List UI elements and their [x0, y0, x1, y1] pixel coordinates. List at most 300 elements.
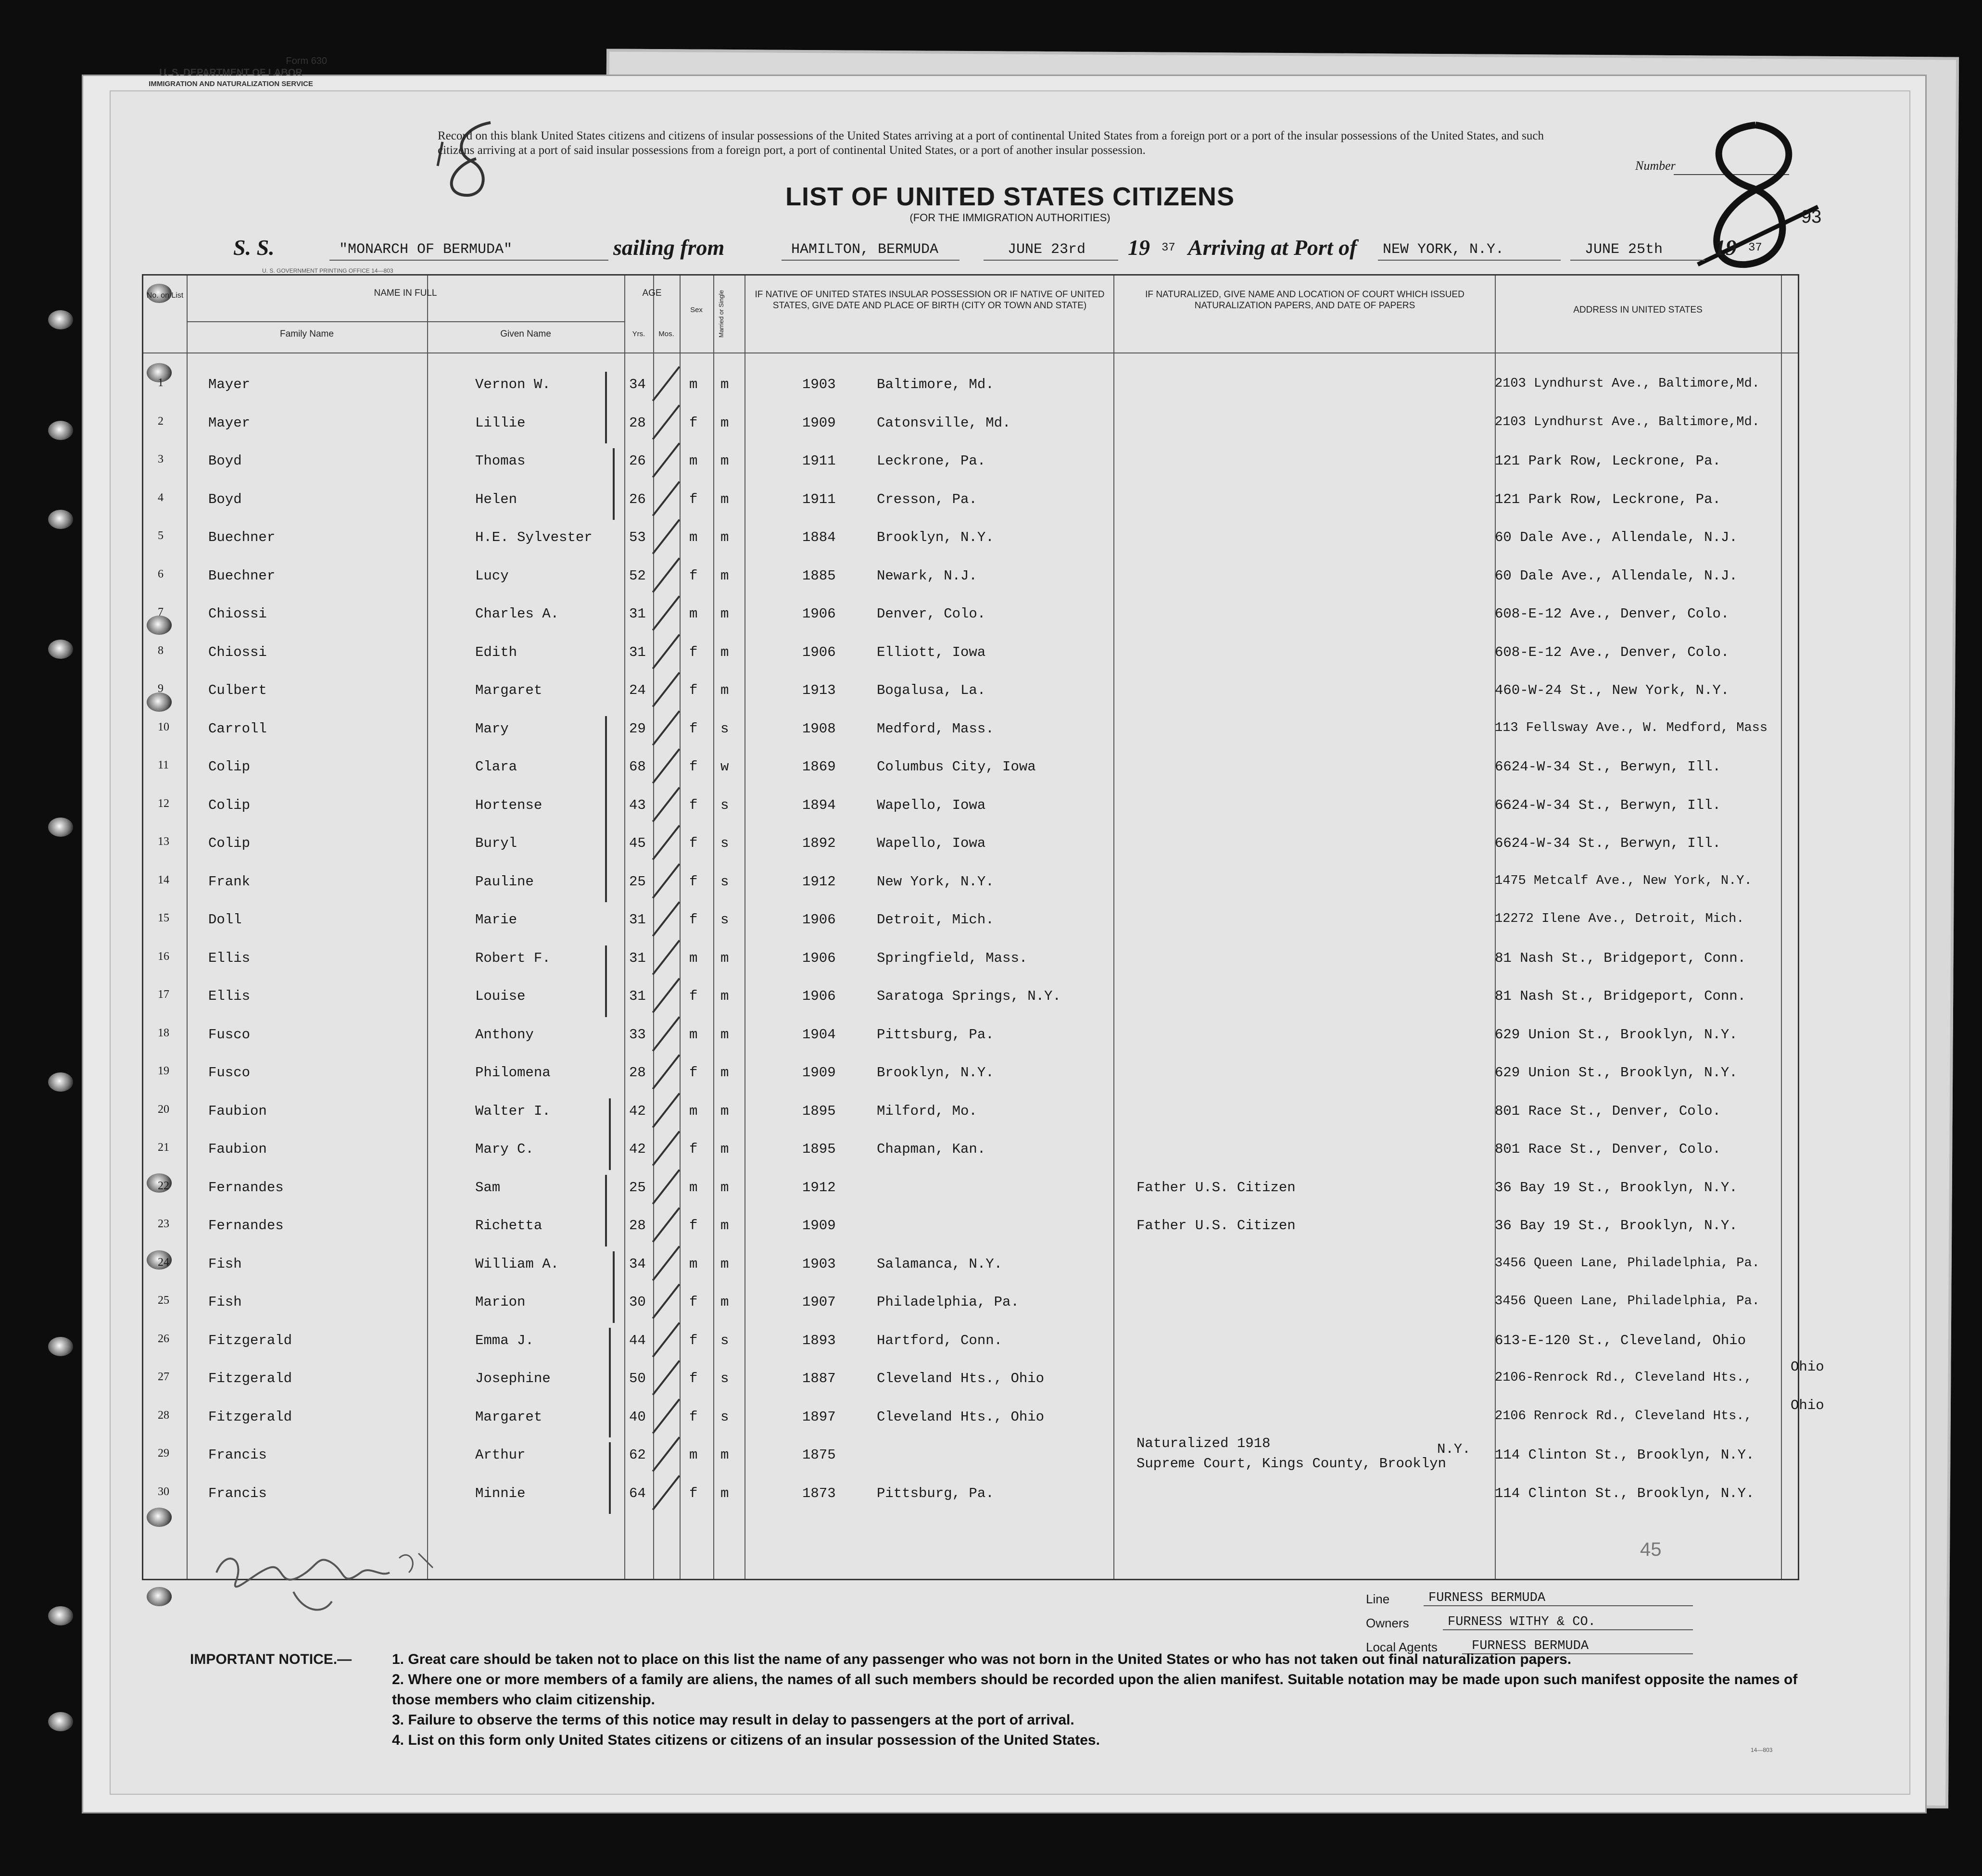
- age-years: 45: [629, 835, 646, 851]
- family-name: Fitzgerald: [208, 1371, 292, 1386]
- birth-year: 1906: [802, 912, 836, 928]
- table-row: [143, 1060, 1798, 1097]
- given-name: H.E. Sylvester: [475, 529, 593, 545]
- departure-year: 37: [1161, 241, 1175, 254]
- age-years: 26: [629, 453, 646, 469]
- birth-year: 1892: [802, 835, 836, 851]
- table-row: [143, 448, 1798, 486]
- birth-year: 1885: [802, 567, 836, 584]
- family-name: Fitzgerald: [208, 1332, 292, 1348]
- arrival-port-underline: [1378, 260, 1561, 261]
- number-label: Number: [1635, 159, 1676, 173]
- row-number: 9: [158, 682, 164, 695]
- notice-heading: IMPORTANT NOTICE.—: [190, 1651, 352, 1667]
- age-years: 31: [629, 950, 646, 966]
- family-name: Ellis: [208, 950, 251, 966]
- row-number: 18: [158, 1026, 169, 1039]
- birth-year: 1906: [802, 644, 836, 660]
- marital-status: s: [720, 912, 729, 928]
- age-years: 42: [629, 1141, 646, 1157]
- table-row: [143, 831, 1798, 868]
- marital-status: m: [720, 606, 729, 622]
- check-mark: [652, 825, 681, 860]
- birth-place: Bogalusa, La.: [877, 682, 986, 698]
- check-mark: [652, 442, 681, 478]
- us-address: 36 Bay 19 St., Brooklyn, N.Y.: [1495, 1179, 1738, 1196]
- birth-year: 1887: [802, 1371, 836, 1386]
- notice-item: 3. Failure to observe the terms of this notice may result in delay to passengers at the port of arrival.: [392, 1712, 1074, 1728]
- page-number: 45: [1640, 1539, 1662, 1560]
- table-row: [143, 1289, 1798, 1327]
- check-mark: [652, 1322, 681, 1357]
- page-subtitle: (FOR THE IMMIGRATION AUTHORITIES): [909, 212, 1111, 224]
- birth-place: Cleveland Hts., Ohio: [877, 1371, 1045, 1386]
- birth-year: 1897: [802, 1409, 836, 1425]
- given-name: Minnie: [475, 1485, 526, 1501]
- birth-year: 1873: [802, 1485, 836, 1501]
- age-years: 30: [629, 1294, 646, 1310]
- table-row: [143, 487, 1798, 524]
- punch-hole: [48, 1337, 73, 1356]
- sex: f: [689, 988, 698, 1004]
- check-mark: [652, 1016, 681, 1051]
- family-name: Faubion: [208, 1141, 267, 1157]
- family-name: Colip: [208, 835, 251, 851]
- col-sex: Sex: [690, 306, 703, 314]
- given-name: William A.: [475, 1256, 559, 1272]
- table-row: [143, 525, 1798, 562]
- punch-hole: [48, 1072, 73, 1092]
- punch-hole: [48, 510, 73, 529]
- row-number: 27: [158, 1371, 169, 1383]
- birth-place: Pittsburg, Pa.: [877, 1485, 994, 1501]
- department-name: U. S. DEPARTMENT OF LABOR: [159, 67, 303, 78]
- age-years: 53: [629, 529, 646, 545]
- year-prefix: 19: [1128, 235, 1150, 260]
- birth-place: Medford, Mass.: [877, 720, 994, 737]
- marital-status: m: [720, 1103, 729, 1119]
- punch-hole: [48, 1606, 73, 1625]
- marital-status: m: [720, 988, 729, 1004]
- col-name-in-full: NAME IN FULL: [374, 288, 437, 298]
- age-years: 34: [629, 1256, 646, 1272]
- check-mark: [652, 1284, 681, 1319]
- check-mark: [652, 1093, 681, 1128]
- age-years: 28: [629, 1065, 646, 1081]
- marital-status: m: [720, 1485, 729, 1501]
- row-number: 25: [158, 1294, 169, 1307]
- us-address: 1475 Metcalf Ave., New York, N.Y.: [1495, 873, 1752, 888]
- row-number: 23: [158, 1218, 169, 1230]
- birth-place: Cleveland Hts., Ohio: [877, 1409, 1045, 1425]
- marital-status: m: [720, 529, 729, 545]
- row-number: 15: [158, 912, 169, 924]
- sex: m: [689, 1256, 698, 1272]
- inspector-signature: [207, 1544, 447, 1621]
- birth-year: 1911: [802, 491, 836, 507]
- table-row: [143, 1359, 1824, 1403]
- given-name: Hortense: [475, 797, 543, 813]
- marital-status: m: [720, 1141, 729, 1157]
- family-name: Doll: [208, 912, 242, 928]
- us-address: 629 Union St., Brooklyn, N.Y.: [1495, 1065, 1738, 1081]
- us-address: 6624-W-34 St., Berwyn, Ill.: [1495, 797, 1721, 813]
- arriving-label: Arriving at Port of: [1188, 235, 1357, 260]
- us-address: 608-E-12 Ave., Denver, Colo.: [1495, 644, 1730, 660]
- marital-status: m: [720, 567, 729, 584]
- birth-year: 1908: [802, 720, 836, 737]
- row-number: 6: [158, 567, 164, 580]
- family-name: Boyd: [208, 453, 242, 469]
- table-row: [143, 869, 1798, 907]
- family-name: Colip: [208, 797, 251, 813]
- col-no: No. on List: [146, 291, 184, 300]
- birth-year: 1903: [802, 1256, 836, 1272]
- birth-year: 1906: [802, 988, 836, 1004]
- row-number: 17: [158, 988, 169, 1001]
- age-years: 28: [629, 415, 646, 431]
- us-address: 81 Nash St., Bridgeport, Conn.: [1495, 988, 1746, 1004]
- table-row: [143, 1481, 1798, 1518]
- marital-status: m: [720, 1447, 729, 1463]
- given-name: Robert F.: [475, 950, 551, 966]
- family-name: Carroll: [208, 720, 267, 737]
- birth-place: Saratoga Springs, N.Y.: [877, 988, 1061, 1004]
- age-years: 25: [629, 873, 646, 890]
- row-number: 5: [158, 529, 164, 542]
- birth-year: 1912: [802, 1179, 836, 1196]
- birth-year: 1894: [802, 797, 836, 813]
- form-header: [96, 55, 366, 90]
- table-row: [143, 1175, 1798, 1212]
- marital-status: m: [720, 682, 729, 698]
- us-address: 2106-Renrock Rd., Cleveland Hts.,: [1495, 1371, 1752, 1385]
- sex: m: [689, 377, 698, 392]
- check-mark: [652, 1398, 681, 1434]
- marital-status: m: [720, 644, 729, 660]
- marital-status: m: [720, 491, 729, 507]
- sex: f: [689, 682, 698, 698]
- given-name: Mary: [475, 720, 509, 737]
- punch-hole: [48, 818, 73, 837]
- age-years: 31: [629, 644, 646, 660]
- birth-year: 1875: [802, 1447, 836, 1463]
- table-row: [143, 716, 1798, 754]
- row-number: 26: [158, 1332, 169, 1345]
- marital-status: w: [720, 759, 729, 775]
- sex: f: [689, 1218, 698, 1234]
- table-row: [143, 678, 1798, 715]
- birth-year: 1903: [802, 377, 836, 392]
- naturalization-state: N.Y.: [1437, 1441, 1471, 1457]
- us-address: 81 Nash St., Bridgeport, Conn.: [1495, 950, 1746, 966]
- us-address: 3456 Queen Lane, Philadelphia, Pa.: [1495, 1256, 1760, 1271]
- birth-year: 1893: [802, 1332, 836, 1348]
- marital-status: s: [720, 1409, 729, 1425]
- row-number: 1: [158, 377, 164, 389]
- us-address: 460-W-24 St., New York, N.Y.: [1495, 682, 1730, 698]
- family-name: Fitzgerald: [208, 1409, 292, 1425]
- birth-place: Milford, Mo.: [877, 1103, 977, 1119]
- sex: m: [689, 1026, 698, 1043]
- printing-office-note: U. S. GOVERNMENT PRINTING OFFICE 14—803: [262, 267, 393, 274]
- family-name: Fernandes: [208, 1179, 284, 1196]
- given-name: Louise: [475, 988, 526, 1004]
- marital-status: m: [720, 950, 729, 966]
- date-underline: [984, 260, 1118, 261]
- given-name: Richetta: [475, 1218, 543, 1234]
- row-number: 16: [158, 950, 169, 963]
- family-name: Francis: [208, 1447, 267, 1463]
- family-name: Chiossi: [208, 644, 267, 660]
- age-years: 28: [629, 1218, 646, 1234]
- family-name: Mayer: [208, 415, 251, 431]
- birth-year: 1884: [802, 529, 836, 545]
- naturalization-info: Father U.S. Citizen: [1136, 1218, 1296, 1234]
- family-name: Fish: [208, 1256, 242, 1272]
- birth-place: Newark, N.J.: [877, 567, 977, 584]
- check-mark: [652, 366, 681, 401]
- arrival-date: JUNE 25th: [1585, 241, 1663, 258]
- sex: m: [689, 529, 698, 545]
- table-row: [143, 1435, 1798, 1480]
- row-number: 3: [158, 453, 164, 466]
- birth-place: Hartford, Conn.: [877, 1332, 1003, 1348]
- check-mark: [652, 519, 681, 554]
- check-mark: [652, 672, 681, 707]
- col-given-name: Given Name: [500, 329, 551, 339]
- given-name: Pauline: [475, 873, 534, 890]
- sex: f: [689, 491, 698, 507]
- check-mark: [652, 1169, 681, 1204]
- agents-label: Local Agents: [1366, 1640, 1438, 1654]
- us-address: 613-E-120 St., Cleveland, Ohio: [1495, 1332, 1746, 1348]
- col-age: AGE: [642, 288, 662, 298]
- naturalization-info: Naturalized 1918: [1136, 1435, 1271, 1451]
- family-name: Frank: [208, 873, 251, 890]
- sex: f: [689, 415, 698, 431]
- col-mos: Mos.: [658, 330, 674, 338]
- birth-place: Cresson, Pa.: [877, 491, 977, 507]
- col-native: IF NATIVE OF UNITED STATES INSULAR POSSESSION OR IF NATIVE OF UNITED STATES, GIVE DATE AND PLACE OF BIRTH (CITY OR TOWN AND STATE): [755, 290, 1105, 311]
- marital-status: m: [720, 1294, 729, 1310]
- age-years: 31: [629, 988, 646, 1004]
- pencil-tick: [613, 448, 615, 520]
- table-row: [143, 1328, 1798, 1365]
- age-years: 31: [629, 606, 646, 622]
- us-address: 12272 Ilene Ave., Detroit, Mich.: [1495, 912, 1744, 926]
- address-state: Ohio: [1791, 1397, 1824, 1413]
- given-name: Vernon W.: [475, 377, 551, 392]
- us-address: 114 Clinton St., Brooklyn, N.Y.: [1495, 1447, 1755, 1463]
- us-address: 2103 Lyndhurst Ave., Baltimore,Md.: [1495, 377, 1760, 391]
- departure-date: JUNE 23rd: [1008, 241, 1086, 258]
- birth-place: Philadelphia, Pa.: [877, 1294, 1019, 1310]
- sex: f: [689, 1332, 698, 1348]
- check-mark: [652, 748, 681, 783]
- age-years: 64: [629, 1485, 646, 1501]
- departure-port: HAMILTON, BERMUDA: [791, 241, 939, 258]
- given-name: Edith: [475, 644, 518, 660]
- sex: f: [689, 912, 698, 928]
- age-years: 40: [629, 1409, 646, 1425]
- table-row: [143, 601, 1798, 639]
- age-years: 33: [629, 1026, 646, 1043]
- form-code: 14—803: [1751, 1747, 1773, 1753]
- us-address: 608-E-12 Ave., Denver, Colo.: [1495, 606, 1730, 622]
- birth-place: Denver, Colo.: [877, 606, 986, 622]
- sex: m: [689, 453, 698, 469]
- birth-place: New York, N.Y.: [877, 873, 994, 890]
- marital-status: s: [720, 720, 729, 737]
- birth-year: 1909: [802, 415, 836, 431]
- sex: f: [689, 1065, 698, 1081]
- arrival-year: 37: [1748, 241, 1762, 254]
- birth-place: Columbus City, Iowa: [877, 759, 1036, 775]
- punch-hole: [48, 421, 73, 440]
- us-address: 60 Dale Ave., Allendale, N.J.: [1495, 529, 1738, 545]
- given-name: Thomas: [475, 453, 526, 469]
- row-number: 2: [158, 415, 164, 428]
- sex: f: [689, 873, 698, 890]
- sex: f: [689, 835, 698, 851]
- given-name: Lillie: [475, 415, 526, 431]
- check-mark: [652, 901, 681, 936]
- family-name: Fernandes: [208, 1218, 284, 1234]
- family-name: Colip: [208, 759, 251, 775]
- sex: m: [689, 1103, 698, 1119]
- family-name: Fusco: [208, 1065, 251, 1081]
- notice-item: 4. List on this form only United States citizens or citizens of an insular possession of the United States.: [392, 1732, 1100, 1748]
- table-row: [143, 640, 1798, 677]
- check-mark: [652, 978, 681, 1013]
- record-instructions: Record on this blank United States citizens and citizens of insular possessions of the United States arriving at a port of continental United States from a foreign port or a port of the insular possessions of the United States, and such citizens arriving at a port of said insular possessions from a foreign port, a port of continental United States, or a port of another insular possession.: [438, 129, 1544, 157]
- given-name: Charles A.: [475, 606, 559, 622]
- family-name: Chiossi: [208, 606, 267, 622]
- table-row: [143, 1397, 1824, 1442]
- family-name: Buechner: [208, 567, 276, 584]
- age-years: 42: [629, 1103, 646, 1119]
- us-address: 6624-W-34 St., Berwyn, Ill.: [1495, 759, 1721, 775]
- marital-status: s: [720, 873, 729, 890]
- given-name: Arthur: [475, 1447, 526, 1463]
- marital-status: s: [720, 1371, 729, 1386]
- sex: f: [689, 797, 698, 813]
- birth-place: Elliott, Iowa: [877, 644, 986, 660]
- birth-year: 1911: [802, 453, 836, 469]
- us-address: 113 Fellsway Ave., W. Medford, Mass: [1495, 720, 1768, 735]
- port-underline: [782, 260, 959, 261]
- row-number: 12: [158, 797, 169, 810]
- ship-name: "MONARCH OF BERMUDA": [339, 241, 513, 258]
- birth-year: 1869: [802, 759, 836, 775]
- notice-item: 1. Great care should be taken not to place on this list the name of any passenger who was not born in the United States or who has not taken out final naturalization papers.: [392, 1651, 1572, 1667]
- row-number: 10: [158, 720, 169, 733]
- birth-place: Baltimore, Md.: [877, 377, 994, 392]
- family-name: Mayer: [208, 377, 251, 392]
- family-name: Culbert: [208, 682, 267, 698]
- birth-place: Brooklyn, N.Y.: [877, 1065, 994, 1081]
- marital-status: m: [720, 453, 729, 469]
- family-name: Faubion: [208, 1103, 267, 1119]
- pencil-tick: [605, 372, 607, 443]
- birth-year: 1895: [802, 1103, 836, 1119]
- pencil-tick: [605, 945, 607, 1017]
- row-number: 7: [158, 606, 164, 618]
- check-mark: [652, 557, 681, 592]
- row-number: 21: [158, 1141, 169, 1154]
- table-row: [143, 372, 1798, 409]
- birth-place: Wapello, Iowa: [877, 835, 986, 851]
- family-name: Fusco: [208, 1026, 251, 1043]
- marital-status: s: [720, 835, 729, 851]
- row-number: 14: [158, 873, 169, 886]
- arrival-port: NEW YORK, N.Y.: [1383, 241, 1504, 258]
- table-row: [143, 1098, 1798, 1136]
- age-years: 52: [629, 567, 646, 584]
- line-value: FURNESS BERMUDA: [1428, 1591, 1546, 1605]
- given-name: Buryl: [475, 835, 518, 851]
- given-name: Margaret: [475, 682, 543, 698]
- us-address: 60 Dale Ave., Allendale, N.J.: [1495, 567, 1738, 584]
- check-mark: [652, 1207, 681, 1242]
- pencil-tick: [609, 1098, 611, 1170]
- age-years: 44: [629, 1332, 646, 1348]
- row-number: 20: [158, 1103, 169, 1116]
- birth-year: 1906: [802, 950, 836, 966]
- sex: m: [689, 1179, 698, 1196]
- given-name: Margaret: [475, 1409, 543, 1425]
- sex: m: [689, 606, 698, 622]
- table-row: [143, 1213, 1798, 1250]
- row-number: 29: [158, 1447, 169, 1460]
- given-name: Marion: [475, 1294, 526, 1310]
- age-years: 68: [629, 759, 646, 775]
- sex: f: [689, 720, 698, 737]
- marital-status: m: [720, 1256, 729, 1272]
- row-number: 4: [158, 491, 164, 504]
- agents-value: FURNESS BERMUDA: [1472, 1639, 1589, 1653]
- given-name: Sam: [475, 1179, 501, 1196]
- table-row: [143, 410, 1798, 448]
- us-address: 801 Race St., Denver, Colo.: [1495, 1103, 1721, 1119]
- us-address: 36 Bay 19 St., Brooklyn, N.Y.: [1495, 1218, 1738, 1234]
- us-address: 3456 Queen Lane, Philadelphia, Pa.: [1495, 1294, 1760, 1309]
- family-name: Buechner: [208, 529, 276, 545]
- us-address: 114 Clinton St., Brooklyn, N.Y.: [1495, 1485, 1755, 1501]
- age-years: 62: [629, 1447, 646, 1463]
- marital-status: s: [720, 1332, 729, 1348]
- row-number: 8: [158, 644, 164, 657]
- sex: f: [689, 567, 698, 584]
- given-name: Emma J.: [475, 1332, 534, 1348]
- us-address: 2106 Renrock Rd., Cleveland Hts.,: [1495, 1409, 1752, 1423]
- given-name: Clara: [475, 759, 518, 775]
- page-title: LIST OF UNITED STATES CITIZENS: [785, 182, 1235, 211]
- birth-place: Chapman, Kan.: [877, 1141, 986, 1157]
- pencil-tick: [609, 1442, 611, 1514]
- given-name: Philomena: [475, 1065, 551, 1081]
- given-name: Mary C.: [475, 1141, 534, 1157]
- row-number: 11: [158, 759, 169, 771]
- row-number: 30: [158, 1485, 169, 1498]
- age-years: 43: [629, 797, 646, 813]
- table-row: [143, 983, 1798, 1021]
- form-number: Form 630: [286, 56, 327, 66]
- col-naturalized: IF NATURALIZED, GIVE NAME AND LOCATION OF COURT WHICH ISSUED NATURALIZATION PAPERS, AND DATE OF PAPERS: [1145, 290, 1464, 311]
- check-mark: [652, 595, 681, 630]
- us-address: 629 Union St., Brooklyn, N.Y.: [1495, 1026, 1738, 1043]
